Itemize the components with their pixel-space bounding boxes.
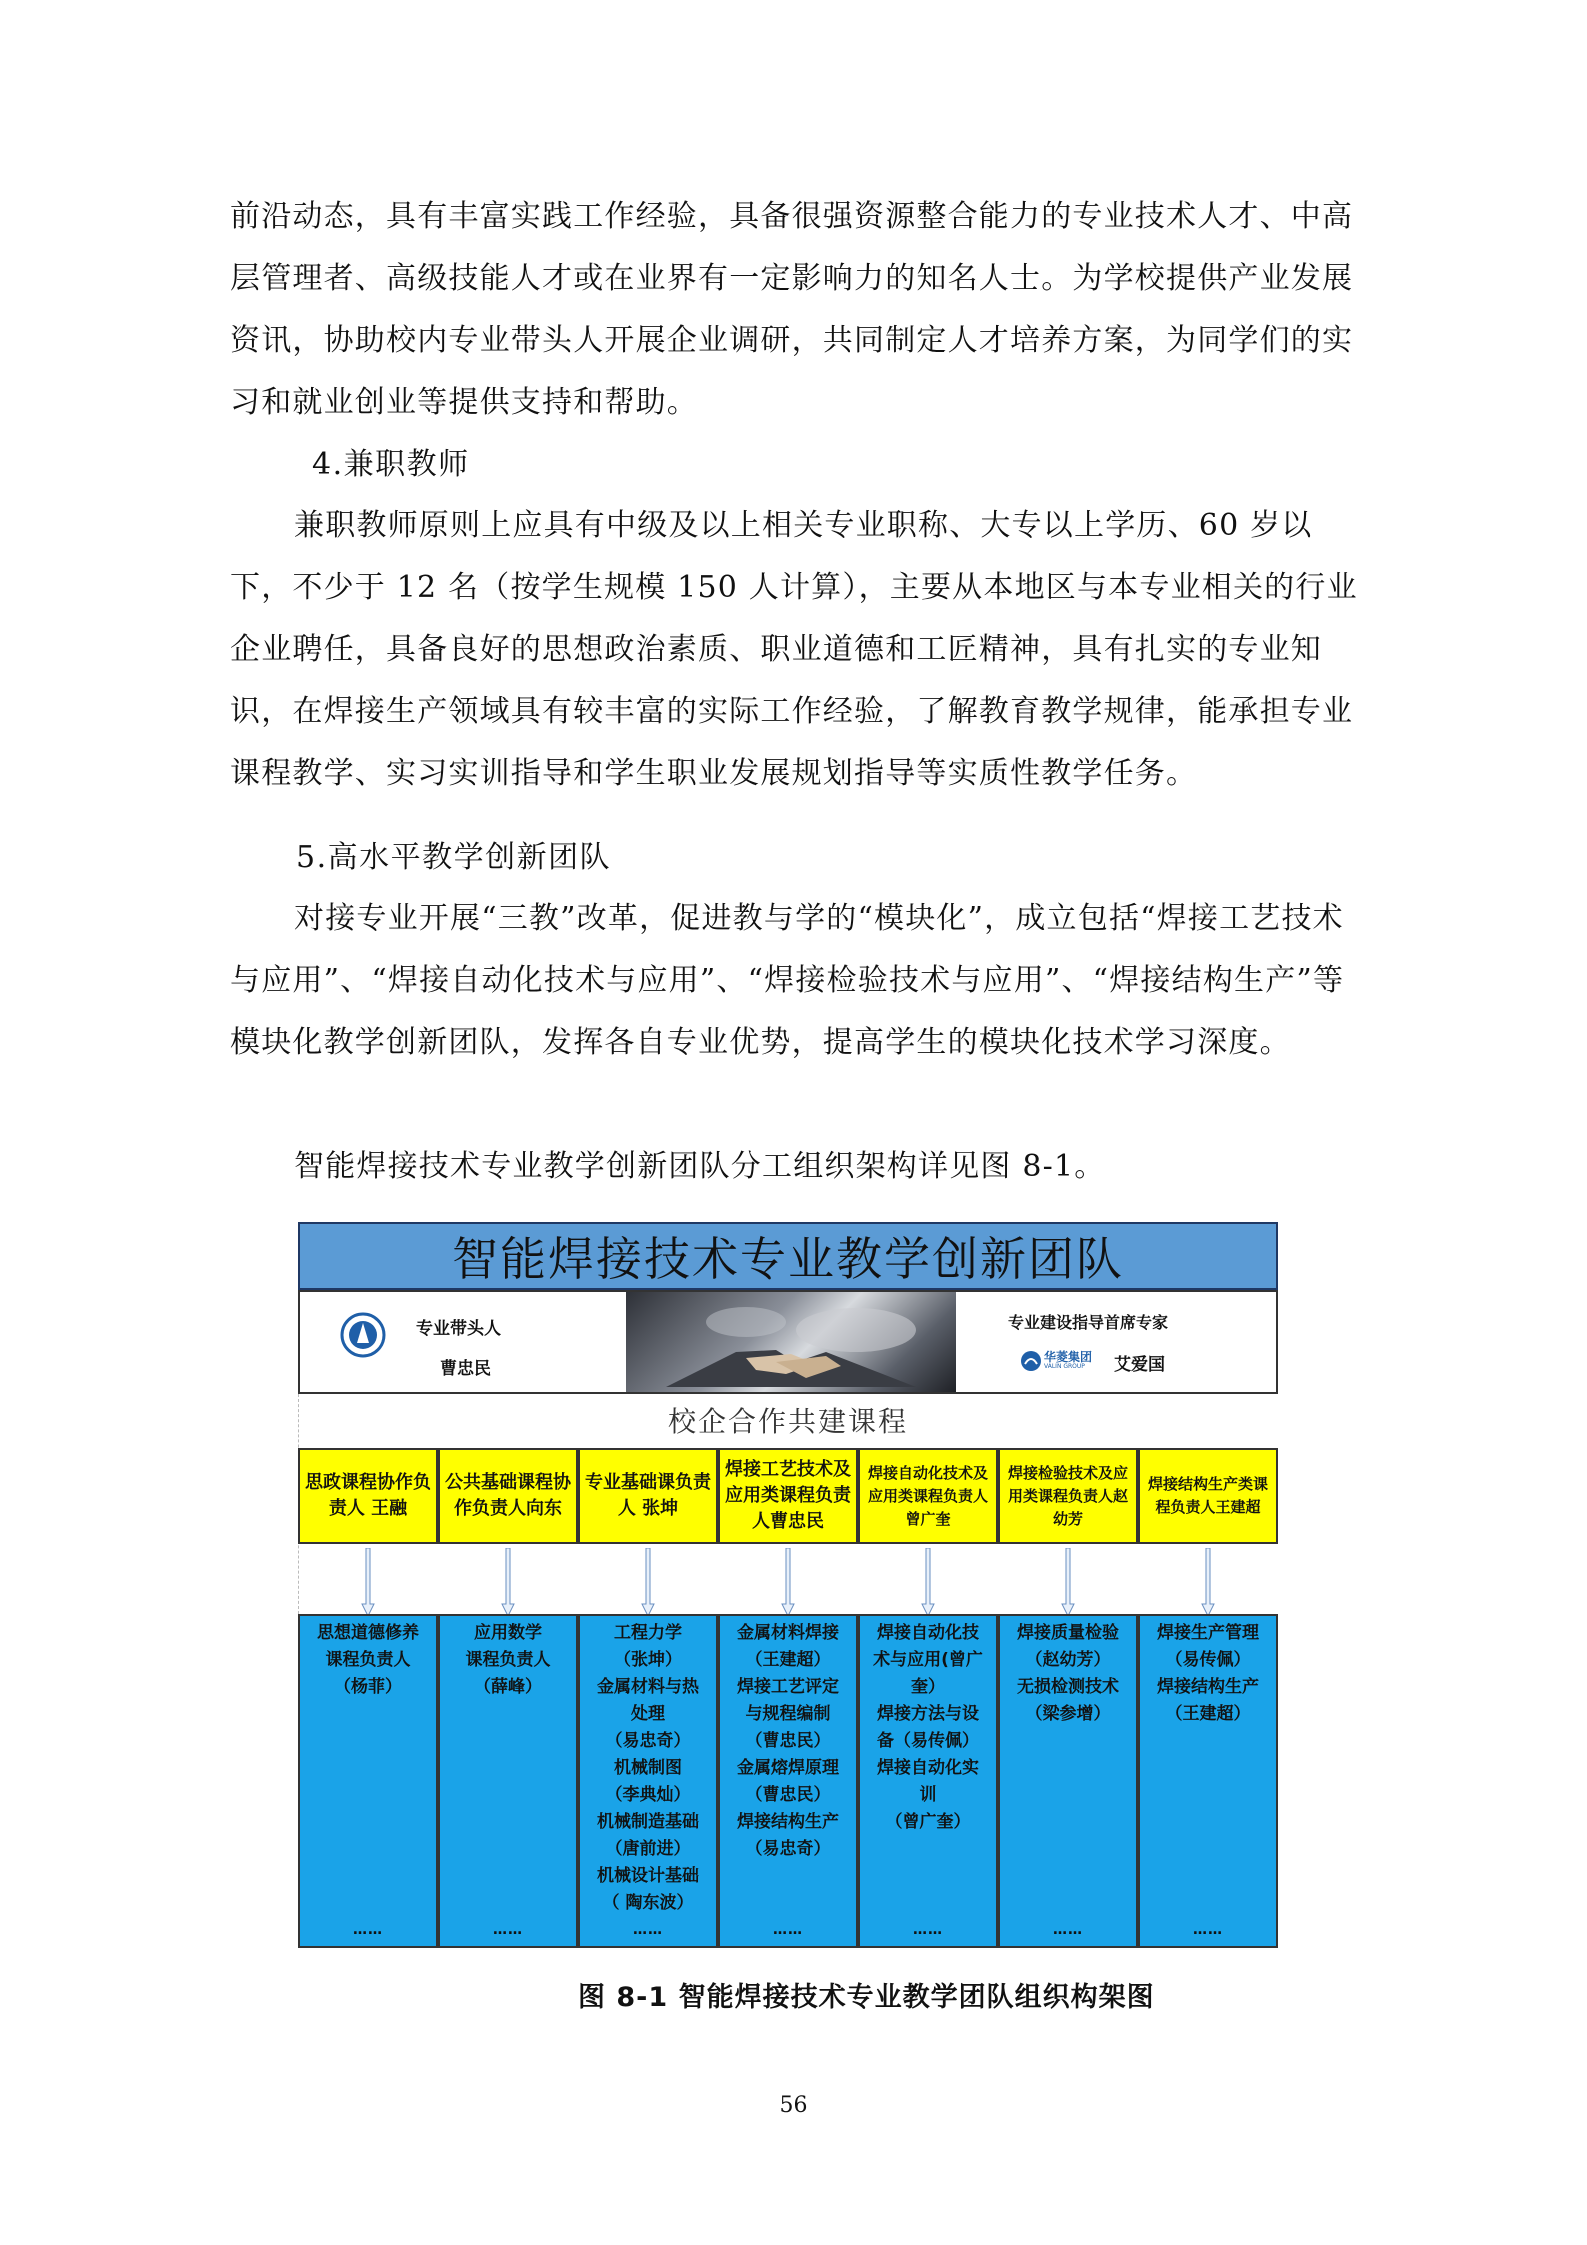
more-dots: …… [493,1922,523,1938]
course-row [298,1614,1278,1948]
group-head-row [298,1448,1278,1548]
group-head-box: 思政课程协作负责人 王融 [298,1448,438,1544]
course-line: （ 陶东波） [602,1893,694,1913]
course-line: （曹忠民） [745,1785,831,1805]
course-line: 奎） [911,1677,945,1697]
down-arrow-icon [1201,1548,1215,1618]
group-head-box: 焊接检验技术及应用类课程负责人赵幼芳 [998,1448,1138,1544]
handshake-icon [626,1292,956,1392]
course-line: 焊接工艺评定 [737,1677,839,1697]
course-line: 训 [919,1785,937,1805]
course-line: 思想道德修养 [317,1623,419,1643]
company-logo-text-en: VALIN GROUP [1044,1363,1085,1370]
down-arrow-icon [1061,1548,1075,1618]
figure-subtitle: 校企合作共建课程 [667,1405,908,1438]
group-head-box: 焊接自动化技术及应用类课程负责人曾广奎 [858,1448,998,1544]
figure-caption: 图 8-1 智能焊接技术专业教学团队组织构架图 [578,1982,1155,2013]
course-box [298,1614,438,1948]
leader-name: 曹忠民 [440,1359,491,1379]
course-line: 应用数学 [474,1623,542,1643]
course-box [998,1614,1138,1948]
course-line: 焊接自动化技 [877,1623,979,1643]
group-head-box: 焊接结构生产类课程负责人王建超 [1138,1448,1278,1544]
course-line: （李典灿） [605,1785,691,1805]
course-line: （薛峰） [474,1677,542,1697]
leader-label: 专业带头人 [416,1319,501,1339]
org-chart-figure [298,1222,1282,1950]
down-arrow-icon [641,1548,655,1618]
group-head-box: 焊接工艺技术及应用类课程负责人曹忠民 [718,1448,858,1544]
course-line: 焊接生产管理 [1157,1623,1259,1643]
course-line: 金属熔焊原理 [737,1758,839,1778]
course-line: 机械制图 [614,1758,682,1778]
course-box [578,1614,718,1948]
school-emblem-icon [340,1312,386,1358]
course-box [718,1614,858,1948]
course-line: 无损检测技术 [1017,1677,1119,1697]
more-dots: …… [1193,1922,1223,1938]
expert-label: 专业建设指导首席专家 [1008,1313,1169,1332]
course-line: 术与应用(曾广 [873,1650,983,1670]
figure-banner [298,1290,1278,1394]
course-line: （易忠奇） [605,1731,691,1751]
more-dots: …… [633,1922,663,1938]
course-line: （易传佩） [1165,1650,1251,1670]
group-head-box: 专业基础课负责人 张坤 [578,1448,718,1544]
down-arrow-icon [361,1548,375,1618]
course-line: 工程力学 [614,1623,682,1643]
company-logo-text: 华菱集团 [1044,1350,1093,1364]
course-line: 机械设计基础 [597,1866,699,1886]
more-dots: …… [773,1922,803,1938]
course-line: 课程负责人 [325,1650,411,1670]
course-line: （梁参增） [1025,1704,1111,1724]
course-line: 金属材料焊接 [737,1623,839,1643]
course-line: 金属材料与热 [597,1677,699,1697]
course-line: 焊接自动化实 [877,1758,979,1778]
course-line: 机械制造基础 [597,1812,699,1832]
course-line: 焊接结构生产 [1157,1677,1259,1697]
course-box [438,1614,578,1948]
course-line: 处理 [631,1704,665,1724]
more-dots: …… [353,1922,383,1938]
paragraph-continued: 前沿动态，具有丰富实践工作经验，具备很强资源整合能力的专业技术人才、中高层管理者、高级技能人才或在业界有一定影响力的知名人士。为学校提供产业发展资讯，协助校内专业带头人开展企业调研，共同制定人才培养方案，为同学们的实习和就业创业等提供支持和帮助。 [230,199,1354,420]
down-arrow-icon [781,1548,795,1618]
course-line: 课程负责人 [465,1650,551,1670]
page-number: 56 [779,2093,808,2118]
course-line: 备（易传佩） [877,1731,979,1751]
paragraph-figure-reference: 智能焊接技术专业教学创新团队分工组织架构详见图 8-1。 [294,1149,1106,1184]
paragraph-innovation-team: 对接专业开展“三教”改革，促进教与学的“模块化”，成立包括“焊接工艺技术与应用”、“焊接自动化技术与应用”、“焊接检验技术与应用”、“焊接结构生产”等模块化教学创新团队，发挥各自专业优势，提高学生的模块化技术学习深度。 [230,901,1345,1060]
down-arrow-icon [501,1548,515,1618]
figure-title: 智能焊接技术专业教学创新团队 [298,1222,1278,1290]
course-line: （易忠奇） [745,1839,831,1859]
course-line: 焊接质量检验 [1017,1623,1119,1643]
course-line: 焊接方法与设 [877,1704,979,1724]
course-line: 焊接结构生产 [737,1812,839,1832]
section-heading-5: 5.高水平教学创新团队 [296,840,612,875]
handshake-image [626,1292,956,1392]
course-line: （曾广奎） [885,1812,971,1832]
company-logo [1020,1346,1106,1376]
course-line: 与规程编制 [745,1704,831,1724]
course-line: （王建超） [1165,1704,1251,1724]
paragraph-part-time-teachers: 兼职教师原则上应具有中级及以上相关专业职称、大专以上学历、60 岁以下，不少于 12 名（按学生规模 150 人计算），主要从本地区与本专业相关的行业企业聘任，具备良好的思想政治素质、职业道德和工匠精神，具有扎实的专业知识，在焊接生产领域具有较丰富的实际工作经验，了解教育教学规律，能承担专业课程教学、实习实训指导和学生职业发展规划指导等实质性教学任务。 [230,508,1358,791]
course-box [858,1614,998,1948]
course-line: （张坤） [614,1650,682,1670]
valin-logo-icon [1020,1350,1042,1372]
course-line: （赵幼芳） [1025,1650,1111,1670]
more-dots: …… [913,1922,943,1938]
leader-panel [300,1292,622,1392]
down-arrow-icon [921,1548,935,1618]
section-heading-4: 4.兼职教师 [312,447,470,482]
course-line: （杨菲） [334,1677,402,1697]
course-line: （曹忠民） [745,1731,831,1751]
course-box [1138,1614,1278,1948]
expert-name: 艾爱国 [1114,1355,1165,1375]
more-dots: …… [1053,1922,1083,1938]
course-line: （唐前进） [605,1839,691,1859]
expert-panel [960,1292,1278,1392]
group-head-box: 公共基础课程协作负责人向东 [438,1448,578,1544]
course-line: （王建超） [745,1650,831,1670]
